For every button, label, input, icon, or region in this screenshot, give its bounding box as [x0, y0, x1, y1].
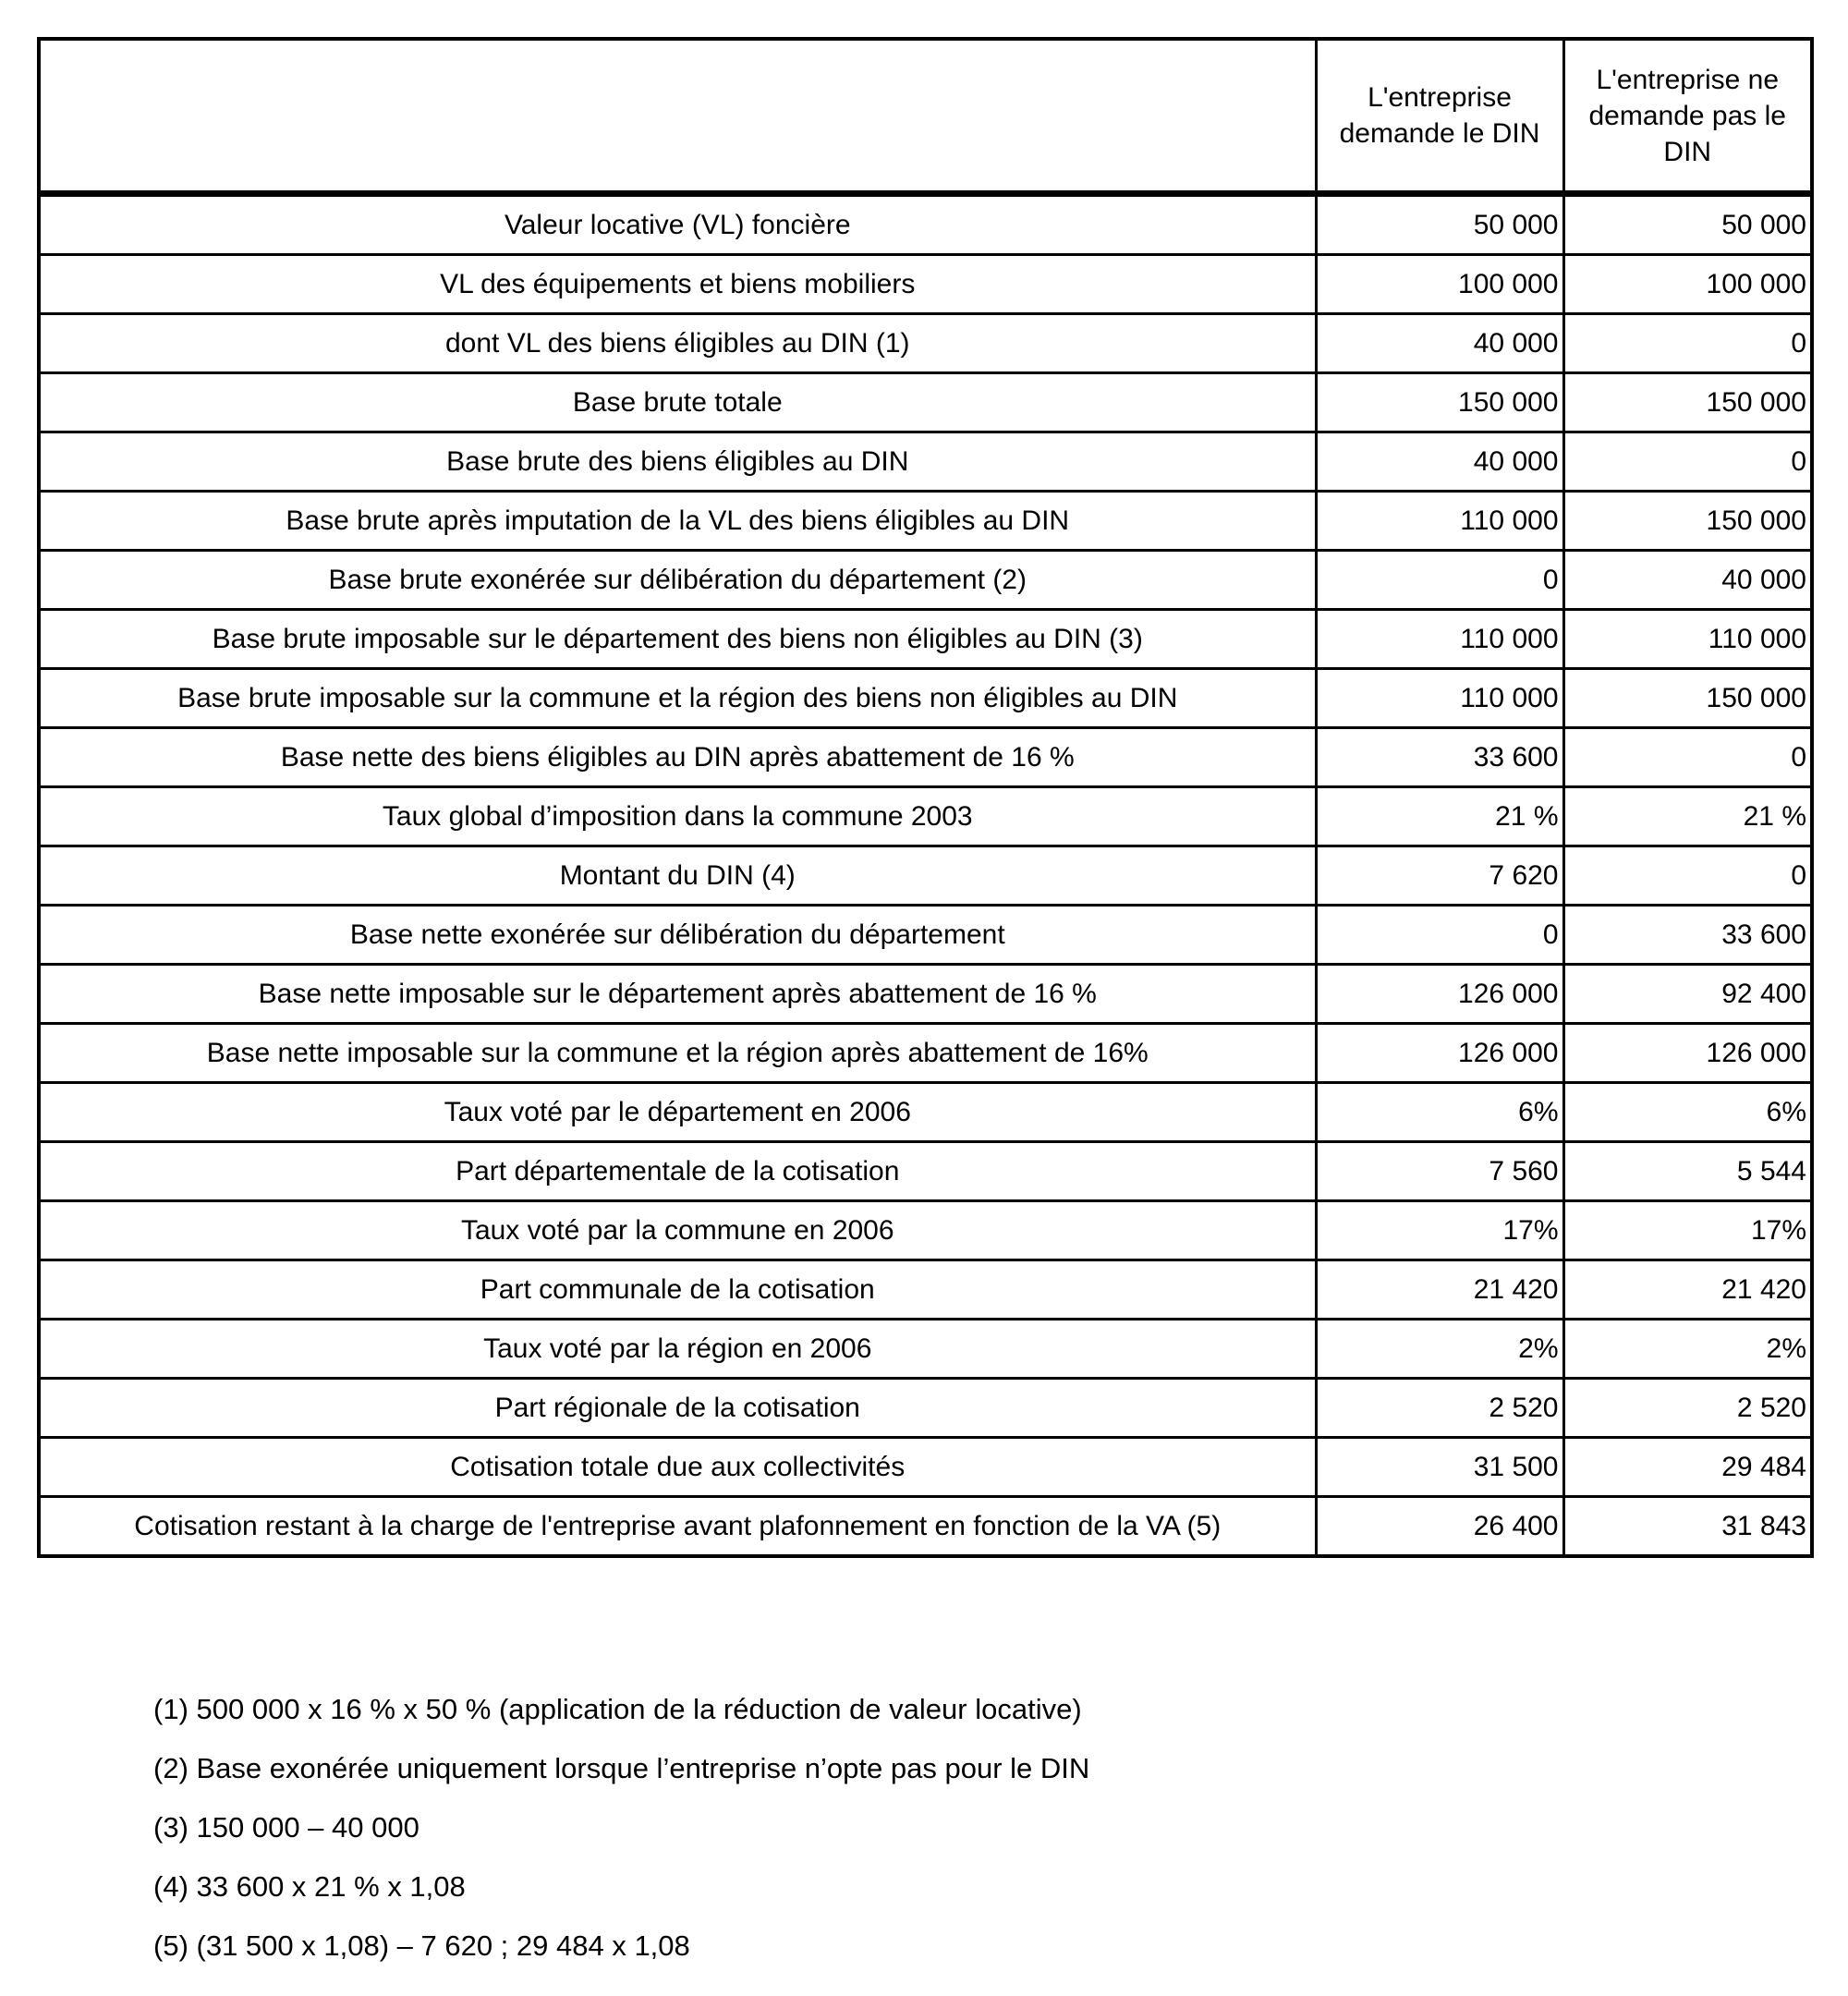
footnote: (1) 500 000 x 16 % x 50 % (application de la réduction de valeur locative)	[153, 1693, 1082, 1725]
row-label: Cotisation restant à la charge de l'entreprise avant plafonnement en fonction de la VA (5)	[39, 1497, 1316, 1557]
value-din-not-requested: 40 000	[1563, 551, 1812, 610]
value-din-not-requested: 150 000	[1563, 373, 1812, 432]
row-label: Base brute imposable sur la commune et la région des biens non éligibles au DIN	[39, 669, 1316, 728]
value-din-not-requested: 0	[1563, 846, 1812, 906]
value-din-requested: 40 000	[1316, 432, 1563, 492]
table-body	[39, 194, 1812, 1557]
table-row	[39, 1260, 1812, 1320]
header-din-not-requested: L'entreprise ne demande pas le DIN	[1563, 39, 1812, 194]
value-din-not-requested: 21 420	[1563, 1260, 1812, 1320]
table-header-row	[39, 39, 1812, 194]
table-row	[39, 194, 1812, 255]
table-row	[39, 846, 1812, 906]
row-label: Part régionale de la cotisation	[39, 1379, 1316, 1438]
row-label: Base brute des biens éligibles au DIN	[39, 432, 1316, 492]
row-label: Base nette imposable sur la commune et la région après abattement de 16%	[39, 1024, 1316, 1083]
table-row	[39, 373, 1812, 432]
table-row	[39, 1438, 1812, 1497]
value-din-not-requested: 31 843	[1563, 1497, 1812, 1557]
footnote: (3) 150 000 – 40 000	[153, 1811, 419, 1844]
value-din-requested: 17%	[1316, 1201, 1563, 1260]
value-din-requested: 21 %	[1316, 787, 1563, 846]
value-din-requested: 2%	[1316, 1320, 1563, 1379]
table-row	[39, 1497, 1812, 1557]
row-label: Base nette exonérée sur délibération du département	[39, 906, 1316, 965]
value-din-requested: 100 000	[1316, 255, 1563, 314]
header-din-requested: L'entreprise demande le DIN	[1316, 39, 1563, 194]
value-din-requested: 7 620	[1316, 846, 1563, 906]
value-din-requested: 50 000	[1316, 194, 1563, 255]
value-din-not-requested: 0	[1563, 432, 1812, 492]
value-din-requested: 110 000	[1316, 610, 1563, 669]
row-label: Valeur locative (VL) foncière	[39, 194, 1316, 255]
table-row	[39, 965, 1812, 1024]
value-din-not-requested: 50 000	[1563, 194, 1812, 255]
table-row	[39, 432, 1812, 492]
value-din-requested: 126 000	[1316, 965, 1563, 1024]
value-din-not-requested: 17%	[1563, 1201, 1812, 1260]
value-din-requested: 126 000	[1316, 1024, 1563, 1083]
value-din-requested: 110 000	[1316, 492, 1563, 551]
value-din-not-requested: 29 484	[1563, 1438, 1812, 1497]
value-din-not-requested: 100 000	[1563, 255, 1812, 314]
value-din-not-requested: 110 000	[1563, 610, 1812, 669]
value-din-not-requested: 5 544	[1563, 1142, 1812, 1201]
value-din-requested: 7 560	[1316, 1142, 1563, 1201]
value-din-not-requested: 150 000	[1563, 492, 1812, 551]
row-label: Taux global d’imposition dans la commune 2003	[39, 787, 1316, 846]
row-label: Part départementale de la cotisation	[39, 1142, 1316, 1201]
value-din-requested: 6%	[1316, 1083, 1563, 1142]
value-din-not-requested: 21 %	[1563, 787, 1812, 846]
row-label: Montant du DIN (4)	[39, 846, 1316, 906]
table-row	[39, 1320, 1812, 1379]
table-row	[39, 255, 1812, 314]
table-row	[39, 314, 1812, 373]
footnote: (2) Base exonérée uniquement lorsque l’entreprise n’opte pas pour le DIN	[153, 1752, 1090, 1784]
row-label: Taux voté par le département en 2006	[39, 1083, 1316, 1142]
row-label: Taux voté par la région en 2006	[39, 1320, 1316, 1379]
footnote: (5) (31 500 x 1,08) – 7 620 ; 29 484 x 1,08	[153, 1929, 690, 1962]
row-label: Base brute imposable sur le département des biens non éligibles au DIN (3)	[39, 610, 1316, 669]
value-din-requested: 0	[1316, 906, 1563, 965]
value-din-not-requested: 33 600	[1563, 906, 1812, 965]
row-label: Base brute exonérée sur délibération du département (2)	[39, 551, 1316, 610]
value-din-requested: 26 400	[1316, 1497, 1563, 1557]
table-row	[39, 1024, 1812, 1083]
value-din-requested: 40 000	[1316, 314, 1563, 373]
value-din-requested: 2 520	[1316, 1379, 1563, 1438]
value-din-not-requested: 2 520	[1563, 1379, 1812, 1438]
value-din-not-requested: 0	[1563, 728, 1812, 787]
value-din-requested: 21 420	[1316, 1260, 1563, 1320]
value-din-not-requested: 126 000	[1563, 1024, 1812, 1083]
value-din-not-requested: 2%	[1563, 1320, 1812, 1379]
value-din-requested: 150 000	[1316, 373, 1563, 432]
row-label: Cotisation totale due aux collectivités	[39, 1438, 1316, 1497]
table-row	[39, 1201, 1812, 1260]
table-row	[39, 728, 1812, 787]
table-row	[39, 1142, 1812, 1201]
footnotes	[153, 1680, 1089, 1976]
row-label: Base brute après imputation de la VL des biens éligibles au DIN	[39, 492, 1316, 551]
footnote: (4) 33 600 x 21 % x 1,08	[153, 1870, 466, 1903]
value-din-not-requested: 0	[1563, 314, 1812, 373]
header-empty-cell	[39, 39, 1316, 194]
table-row	[39, 1379, 1812, 1438]
value-din-requested: 110 000	[1316, 669, 1563, 728]
value-din-requested: 0	[1316, 551, 1563, 610]
table-row	[39, 492, 1812, 551]
value-din-not-requested: 92 400	[1563, 965, 1812, 1024]
value-din-requested: 33 600	[1316, 728, 1563, 787]
row-label: Base nette imposable sur le département après abattement de 16 %	[39, 965, 1316, 1024]
row-label: Taux voté par la commune en 2006	[39, 1201, 1316, 1260]
table-row	[39, 551, 1812, 610]
table-row	[39, 669, 1812, 728]
row-label: dont VL des biens éligibles au DIN (1)	[39, 314, 1316, 373]
row-label: Base brute totale	[39, 373, 1316, 432]
table-row	[39, 906, 1812, 965]
table-row	[39, 610, 1812, 669]
din-comparison-table	[37, 37, 1814, 1558]
value-din-not-requested: 6%	[1563, 1083, 1812, 1142]
value-din-not-requested: 150 000	[1563, 669, 1812, 728]
row-label: Part communale de la cotisation	[39, 1260, 1316, 1320]
table-row	[39, 787, 1812, 846]
row-label: Base nette des biens éligibles au DIN après abattement de 16 %	[39, 728, 1316, 787]
row-label: VL des équipements et biens mobiliers	[39, 255, 1316, 314]
value-din-requested: 31 500	[1316, 1438, 1563, 1497]
table-row	[39, 1083, 1812, 1142]
